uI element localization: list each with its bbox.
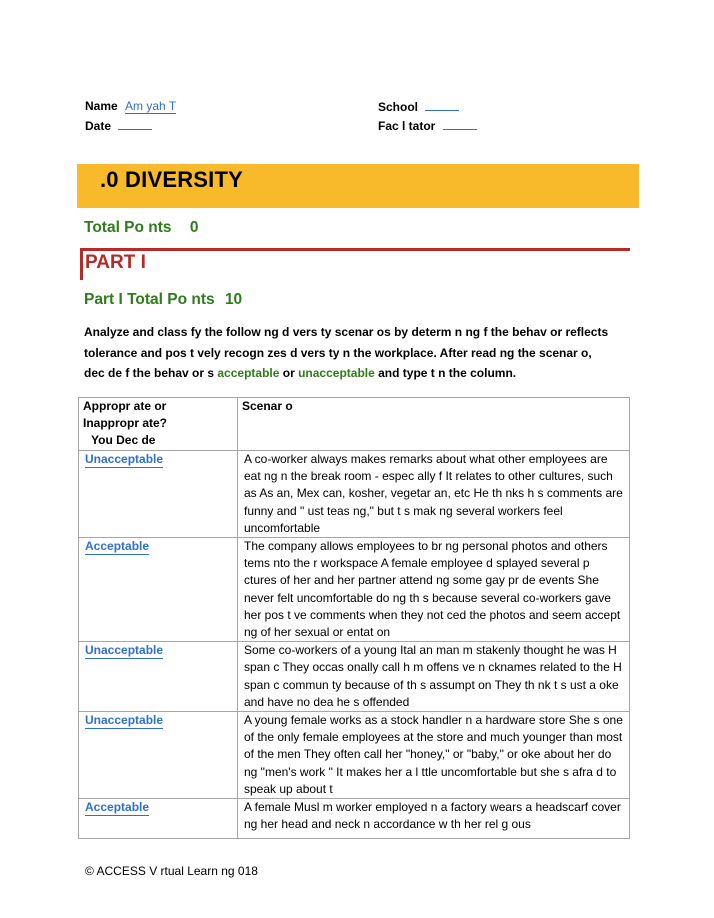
- decision-header-line-3: You Dec de: [91, 433, 156, 447]
- decision-cell[interactable]: [79, 451, 238, 538]
- facilitator-label: Fac l tator: [378, 119, 436, 133]
- decision-value: Unacceptable: [85, 452, 164, 466]
- unacceptable-keyword: unacceptable: [298, 366, 375, 380]
- instructions: [84, 322, 644, 384]
- part-points-label: Part I Total Po nts: [84, 291, 215, 308]
- decision-value: Acceptable: [85, 539, 150, 554]
- section-title: .0 DIVERSITY: [100, 167, 243, 192]
- name-label: Name: [85, 99, 118, 113]
- scenario-cell: Some co-workers of a young Ital an man m stakenly thought he was H span c They occas onally call h m offens ve n cknames related to the H span c commun ty because of th s assumpt on They th nk t s ust a oke and have no dea he s offended: [238, 642, 630, 712]
- decision-value: Unacceptable: [85, 643, 164, 658]
- facilitator-input[interactable]: [443, 118, 477, 130]
- copyright-footer: © ACCESS V rtual Learn ng 018: [85, 864, 258, 878]
- decision-column-header: [79, 398, 238, 451]
- decision-cell[interactable]: [79, 799, 238, 839]
- instructions-line-1: Analyze and class fy the follow ng d vers ty scenar os by determ n ng f the behav or reflects: [84, 325, 609, 339]
- scenario-cell: A female Musl m worker employed n a factory wears a headscarf cover ng her head and neck n accordance w th her rel g ous: [238, 799, 630, 839]
- name-field: [85, 99, 176, 114]
- scenario-column-header: Scenar o: [238, 398, 630, 451]
- date-field: [85, 118, 152, 133]
- table-row: [79, 712, 630, 799]
- date-input[interactable]: [118, 118, 152, 130]
- table-row: [79, 642, 630, 712]
- total-points: [84, 219, 198, 237]
- part-title: PART I: [85, 252, 146, 273]
- scenario-cell: A young female works as a stock handler n a hardware store She s one of the only female employees at the store and much younger than most of the men They often call her "honey," or "baby," or oke about her do ng "men's work " It makes her a l ttle uncomfortable but she s afra d to speak up about t: [238, 712, 630, 799]
- part-divider: [80, 248, 630, 251]
- table-row: [79, 799, 630, 839]
- scenario-cell: A co-worker always makes remarks about what other employees are eat ng n the break room - espec ally f It relates to other cultures, such as As an, Mex can, kosher, vegetar an, etc He th nks h s comments are funny and " ust teas ng," but t s mak ng several workers feel uncomfortable: [238, 451, 630, 538]
- school-input[interactable]: [425, 99, 459, 111]
- total-points-label: Total Po nts: [84, 219, 172, 236]
- date-label: Date: [85, 119, 112, 133]
- scenario-table: [78, 397, 630, 839]
- scenario-cell: The company allows employees to br ng personal photos and others tems nto the r workspace A female employee d splayed several p ctures of her and her partner attend ng some gay pr de events She never felt uncomfortable do ng th s because several co-workers gave her pos t ve comments when they not ced the photos and seem accept ng of her sexual or entat on: [238, 538, 630, 642]
- facilitator-field: [378, 118, 477, 133]
- school-label: School: [378, 100, 419, 114]
- decision-cell[interactable]: [79, 642, 238, 712]
- decision-header-line-2: Inappropr ate?: [83, 416, 168, 430]
- acceptable-keyword: acceptable: [217, 366, 280, 380]
- total-points-value: 0: [189, 219, 199, 236]
- decision-header-line-1: Appropr ate or: [83, 399, 167, 413]
- school-field: [378, 99, 459, 114]
- decision-value: Acceptable: [85, 800, 150, 815]
- table-header-row: [79, 398, 630, 451]
- table-row: [79, 451, 630, 538]
- instructions-line-2: tolerance and pos t vely recogn zes d vers ty n the workplace. After read ng the scenar o,: [84, 345, 592, 360]
- instructions-or: or: [279, 366, 299, 380]
- decision-cell[interactable]: [79, 712, 238, 799]
- decision-value: Unacceptable: [85, 713, 164, 728]
- name-value[interactable]: Am yah T: [125, 99, 177, 113]
- part-points: [84, 291, 242, 309]
- table-row: [79, 538, 630, 642]
- decision-cell[interactable]: [79, 538, 238, 642]
- part-points-value: 10: [224, 291, 243, 308]
- instructions-line-3-end: and type t n the column.: [374, 366, 517, 380]
- instructions-line-3-start: dec de f the behav or s: [84, 366, 218, 380]
- instructions-line-3: [84, 363, 644, 384]
- part-divider-tick: [80, 248, 83, 280]
